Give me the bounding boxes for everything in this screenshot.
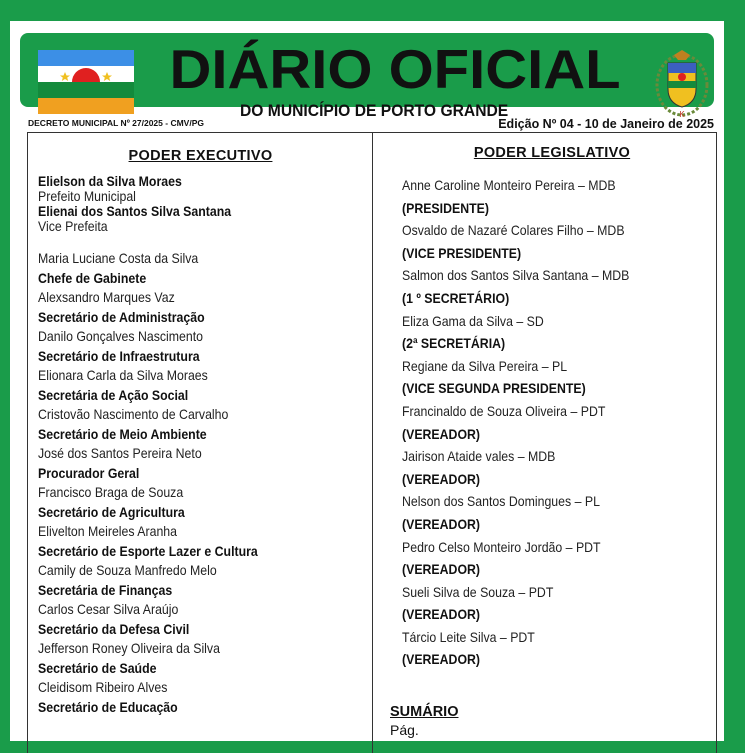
member-name: Anne Caroline Monteiro Pereira – MDB	[402, 177, 616, 193]
summary-page-label: Pág.	[390, 722, 419, 738]
member-role: Secretário de Agricultura	[38, 503, 185, 520]
member-role: Secretário de Esporte Lazer e Cultura	[38, 542, 258, 559]
member-name: Sueli Silva de Souza – PDT	[402, 583, 554, 600]
newspaper-subtitle: DO MUNICÍPIO DE PORTO GRANDE	[240, 101, 509, 120]
legislative-column	[392, 145, 712, 671]
member-role: (PRESIDENTE)	[402, 199, 489, 216]
executive-member-list	[38, 249, 363, 717]
member-role: (VICE SEGUNDA PRESIDENTE)	[402, 380, 586, 397]
member-role: (VEREADOR)	[402, 561, 481, 578]
member-name: Cristovão Nascimento de Carvalho	[38, 406, 229, 422]
member-role: Procurador Geral	[38, 464, 140, 481]
member-role: Secretário de Meio Ambiente	[38, 425, 207, 442]
member-name: Elionara Carla da Silva Moraes	[38, 367, 208, 383]
member-name: Tárcio Leite Silva – PDT	[402, 628, 535, 645]
member-role: (VEREADOR)	[402, 470, 481, 487]
edition-date: Edição Nº 04 - 10 de Janeiro de 2025	[498, 117, 714, 131]
member-name: Pedro Celso Monteiro Jordão – PDT	[402, 538, 601, 555]
member-name: Elivelton Meireles Aranha	[38, 523, 178, 539]
member-name: Jefferson Roney Oliveira da Silva	[38, 640, 220, 656]
member-name: Eliza Gama da Silva – SD	[402, 312, 544, 329]
member-name: Francinaldo de Souza Oliveira – PDT	[402, 402, 606, 419]
masthead	[20, 33, 714, 120]
member-name: Osvaldo de Nazaré Colares Filho – MDB	[402, 222, 625, 239]
member-name: Alexsandro Marques Vaz	[38, 289, 175, 305]
member-role: Secretário de Educação	[38, 698, 178, 715]
member-name: Maria Luciane Costa da Silva	[38, 250, 199, 266]
member-name: Nelson dos Santos Domingues – PL	[402, 493, 600, 510]
mayor-role: Prefeito Municipal	[38, 188, 136, 204]
member-name: Regiane da Silva Pereira – PL	[402, 357, 568, 374]
member-name: Camily de Souza Manfredo Melo	[38, 562, 217, 578]
vice-mayor-name: Elienai dos Santos Silva Santana	[38, 203, 232, 219]
legislative-heading: PODER LEGISLATIVO	[473, 145, 631, 161]
mayor-name: Elielson da Silva Moraes	[38, 173, 182, 189]
vice-mayor-role: Vice Prefeita	[38, 218, 108, 234]
member-role: Secretário de Administração	[38, 308, 205, 325]
member-role: (VEREADOR)	[402, 606, 481, 623]
member-role: (1 º SECRETÁRIO)	[402, 289, 510, 306]
member-name: José dos Santos Pereira Neto	[38, 445, 202, 461]
content-frame	[27, 132, 717, 753]
newspaper-title: DIÁRIO OFICIAL	[169, 38, 621, 101]
svg-text:K: K	[679, 110, 685, 119]
member-role: Secretário de Infraestrutura	[38, 347, 200, 364]
member-name: Cleidisom Ribeiro Alves	[38, 679, 168, 695]
legislative-member-list	[392, 174, 712, 671]
municipal-crest-icon	[654, 47, 710, 119]
member-role: (VEREADOR)	[402, 651, 481, 668]
member-name: Salmon dos Santos Silva Santana – MDB	[402, 267, 630, 284]
member-role: Secretária de Ação Social	[38, 386, 189, 403]
executive-leaders	[38, 174, 363, 234]
member-name: Jairison Ataide vales – MDB	[402, 448, 556, 465]
decree-reference: DECRETO MUNICIPAL Nº 27/2025 - CMV/PG	[28, 118, 204, 128]
municipal-flag	[38, 50, 134, 114]
member-role: Secretário de Saúde	[38, 659, 157, 676]
member-role: (2ª SECRETÁRIA)	[402, 335, 506, 352]
member-role: Chefe de Gabinete	[38, 269, 147, 286]
member-role: (VEREADOR)	[402, 515, 481, 532]
member-role: (VICE PRESIDENTE)	[402, 244, 522, 261]
summary-heading: SUMÁRIO	[390, 704, 459, 720]
summary-section	[390, 704, 458, 738]
member-role: Secretária de Finanças	[38, 581, 173, 598]
member-name: Danilo Gonçalves Nascimento	[38, 328, 204, 344]
member-role: (VEREADOR)	[402, 425, 481, 442]
newspaper-page	[10, 21, 724, 741]
executive-heading: PODER EXECUTIVO	[128, 148, 273, 164]
member-role: Secretário da Defesa Civil	[38, 620, 190, 637]
executive-column	[38, 148, 363, 717]
member-name: Carlos Cesar Silva Araújo	[38, 601, 179, 617]
column-divider	[372, 133, 373, 753]
member-name: Francisco Braga de Souza	[38, 484, 184, 500]
